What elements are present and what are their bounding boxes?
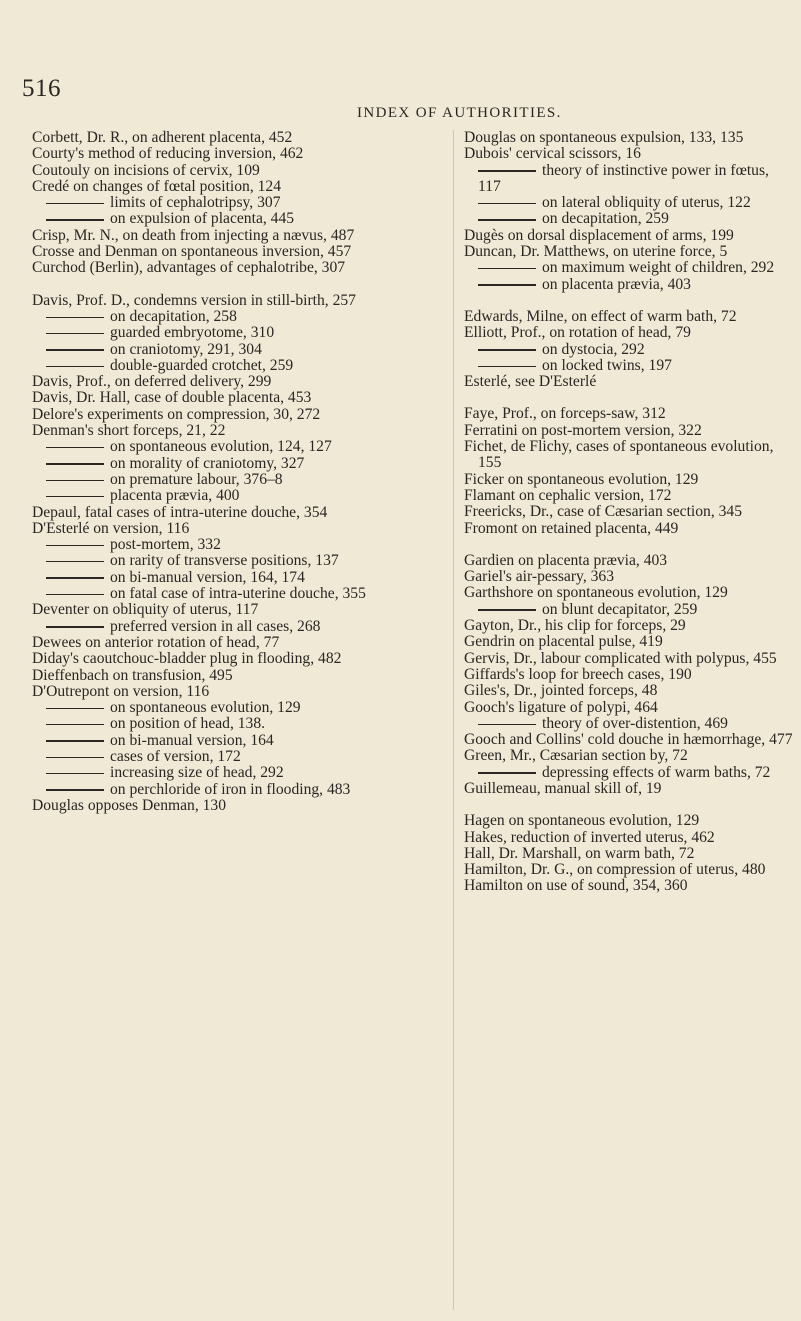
index-entry [464, 521, 794, 537]
entry-text: Courty's method of reducing inversion, 462 [32, 145, 304, 163]
entry-text: on decapitation, 259 [542, 210, 669, 228]
entry-text: Faye, Prof., on forceps-saw, 312 [464, 405, 666, 423]
index-entry [464, 439, 794, 472]
index-subentry [32, 342, 432, 358]
entry-text: Corbett, Dr. R., on adherent placenta, 452 [32, 129, 293, 146]
index-entry [464, 553, 794, 569]
index-subentry [464, 277, 794, 293]
entry-text: Curchod (Berlin), advantages of cephalotribe, 307 [32, 259, 346, 277]
index-subentry [464, 342, 794, 358]
entry-text: Davis, Prof., on deferred delivery, 299 [32, 373, 272, 391]
ditto-rule [478, 724, 536, 725]
index-entry [464, 813, 794, 829]
entry-text: on expulsion of placenta, 445 [110, 210, 295, 228]
ditto-rule [46, 219, 104, 220]
index-subentry [32, 211, 432, 227]
entry-text: Crisp, Mr. N., on death from injecting a nævus, 487 [32, 226, 355, 244]
ditto-rule [46, 496, 104, 497]
index-subentry [32, 358, 432, 374]
entry-text: Gervis, Dr., labour complicated with polypus, 455 [464, 649, 777, 667]
index-subentry [32, 325, 432, 341]
ditto-rule [46, 463, 104, 464]
entry-text: Credé on changes of fœtal position, 124 [32, 177, 282, 195]
index-entry [464, 830, 794, 846]
entry-text: Gendrin on placental pulse, 419 [464, 633, 663, 651]
index-entry [464, 406, 794, 422]
entry-text: Elliott, Prof., on rotation of head, 79 [464, 324, 691, 342]
letter-group-spacer [32, 277, 432, 293]
index-entry [464, 618, 794, 634]
entry-text: Gooch and Collins' cold douche in hæmorrhage, 477 [464, 731, 793, 749]
ditto-rule [46, 366, 104, 367]
index-entry [464, 244, 794, 260]
index-subentry [32, 716, 432, 732]
entry-text: Ferratini on post-mortem version, 322 [464, 421, 702, 439]
entry-text: Gariel's air-pessary, 363 [464, 568, 615, 586]
entry-text: Coutouly on incisions of cervix, 109 [32, 161, 260, 179]
page-number: 516 [22, 75, 61, 102]
entry-text: Garthshore on spontaneous evolution, 129 [464, 584, 728, 602]
index-entry [464, 228, 794, 244]
column-divider [453, 130, 454, 1310]
entry-text: on craniotomy, 291, 304 [110, 340, 262, 358]
index-entry [32, 798, 432, 814]
index-entry [464, 309, 794, 325]
index-entry [464, 423, 794, 439]
entry-text: Dugès on dorsal displacement of arms, 199 [464, 226, 734, 244]
index-entry [464, 374, 794, 390]
index-entry [32, 179, 432, 195]
index-subentry [464, 602, 794, 618]
entry-text: Depaul, fatal cases of intra-uterine douche, 354 [32, 503, 328, 521]
index-subentry [32, 619, 432, 635]
index-entry [32, 374, 432, 390]
ditto-rule [46, 626, 104, 627]
index-subentry [32, 488, 432, 504]
running-head: INDEX OF AUTHORITIES. [357, 105, 562, 121]
index-entry [464, 504, 794, 520]
letter-group-spacer [464, 797, 794, 813]
entry-text: Davis, Dr. Hall, case of double placenta, 453 [32, 389, 312, 407]
ditto-rule [46, 757, 104, 758]
entry-text: Deventer on obliquity of uterus, 117 [32, 601, 259, 619]
index-subentry [464, 195, 794, 211]
entry-text: depressing effects of warm baths, 72 [542, 763, 771, 781]
ditto-rule [478, 170, 536, 171]
entry-text: Flamant on cephalic version, 172 [464, 486, 672, 504]
index-entry [32, 293, 432, 309]
index-entry [32, 423, 432, 439]
index-entry [464, 472, 794, 488]
entry-text: Ficker on spontaneous evolution, 129 [464, 470, 699, 488]
entry-text: Fichet, de Flichy, cases of spontaneous evolution, 155 [464, 438, 774, 472]
ditto-rule [46, 740, 104, 741]
ditto-rule [46, 577, 104, 578]
entry-text: on dystocia, 292 [542, 340, 645, 358]
index-entry [32, 521, 432, 537]
index-subentry [32, 782, 432, 798]
index-subentry [32, 586, 432, 602]
entry-text: D'Outrepont on version, 116 [32, 682, 210, 700]
entry-text: on fatal case of intra-uterine douche, 355 [110, 585, 366, 603]
index-entry [464, 732, 794, 748]
entry-text: Hamilton on use of sound, 354, 360 [464, 877, 688, 895]
index-subentry [32, 749, 432, 765]
index-subentry [464, 163, 794, 196]
ditto-rule [46, 480, 104, 481]
index-column-right [464, 130, 794, 895]
index-entry [464, 488, 794, 504]
index-entry [464, 862, 794, 878]
entry-text: Esterlé, see D'Esterlé [464, 373, 597, 391]
entry-text: Gayton, Dr., his clip for forceps, 29 [464, 617, 686, 635]
entry-text: Gooch's ligature of polypi, 464 [464, 698, 658, 716]
entry-text: Dewees on anterior rotation of head, 77 [32, 633, 280, 651]
index-entry [464, 569, 794, 585]
entry-text: Dieffenbach on transfusion, 495 [32, 666, 233, 684]
entry-text: Hamilton, Dr. G., on compression of uterus, 480 [464, 861, 766, 879]
ditto-rule [46, 561, 104, 562]
entry-text: theory of instinctive power in fœtus, 117 [478, 161, 769, 195]
entry-text: Giles's, Dr., jointed forceps, 48 [464, 682, 658, 700]
index-subentry [32, 309, 432, 325]
index-subentry [464, 211, 794, 227]
entry-text: on spontaneous evolution, 129 [110, 699, 301, 717]
index-subentry [32, 700, 432, 716]
index-entry [464, 130, 794, 146]
entry-text: on decapitation, 258 [110, 307, 237, 325]
entry-text: on premature labour, 376–8 [110, 470, 283, 488]
index-subentry [32, 570, 432, 586]
index-entry [464, 781, 794, 797]
entry-text: Crosse and Denman on spontaneous inversion, 457 [32, 243, 352, 261]
index-subentry [464, 716, 794, 732]
ditto-rule [46, 708, 104, 709]
entry-text: Edwards, Milne, on effect of warm bath, 72 [464, 307, 737, 325]
ditto-rule [478, 219, 536, 220]
index-subentry [32, 439, 432, 455]
entry-text: limits of cephalotripsy, 307 [110, 194, 281, 212]
index-subentry [32, 537, 432, 553]
letter-group-spacer [464, 390, 794, 406]
index-entry [32, 407, 432, 423]
ditto-rule [478, 268, 536, 269]
entry-text: cases of version, 172 [110, 747, 241, 765]
entry-text: on bi-manual version, 164, 174 [110, 568, 305, 586]
entry-text: on placenta prævia, 403 [542, 275, 691, 293]
index-entry [32, 146, 432, 162]
ditto-rule [46, 545, 104, 546]
entry-text: on perchloride of iron in flooding, 483 [110, 780, 351, 798]
index-entry [464, 683, 794, 699]
index-subentry [32, 553, 432, 569]
index-entry [464, 634, 794, 650]
entry-text: on blunt decapitator, 259 [542, 600, 698, 618]
index-column-left [32, 130, 432, 814]
index-entry [464, 585, 794, 601]
entry-text: Freericks, Dr., case of Cæsarian section, 345 [464, 503, 743, 521]
ditto-rule [478, 609, 536, 610]
index-entry [32, 228, 432, 244]
entry-text: Gardien on placenta prævia, 403 [464, 551, 668, 569]
entry-text: placenta prævia, 400 [110, 487, 240, 505]
index-entry [32, 505, 432, 521]
entry-text: Delore's experiments on compression, 30, 272 [32, 405, 321, 423]
index-subentry [32, 733, 432, 749]
ditto-rule [46, 789, 104, 790]
ditto-rule [46, 333, 104, 334]
index-subentry [32, 456, 432, 472]
index-entry [32, 651, 432, 667]
index-entry [464, 748, 794, 764]
entry-text: Dubois' cervical scissors, 16 [464, 145, 641, 163]
letter-group-spacer [464, 537, 794, 553]
ditto-rule [46, 447, 104, 448]
letter-group-spacer [464, 293, 794, 309]
index-entry [32, 130, 432, 146]
ditto-rule [46, 724, 104, 725]
entry-text: increasing size of head, 292 [110, 764, 284, 782]
entry-text: on position of head, 138. [110, 715, 266, 733]
entry-text: Denman's short forceps, 21, 22 [32, 422, 226, 440]
entry-text: Douglas opposes Denman, 130 [32, 796, 227, 814]
index-entry [32, 163, 432, 179]
index-entry [32, 635, 432, 651]
index-entry [32, 244, 432, 260]
ditto-rule [46, 349, 104, 350]
entry-text: Green, Mr., Cæsarian section by, 72 [464, 747, 688, 765]
ditto-rule [478, 366, 536, 367]
entry-text: Duncan, Dr. Matthews, on uterine force, 5 [464, 243, 728, 261]
entry-text: Douglas on spontaneous expulsion, 133, 135 [464, 129, 744, 146]
index-subentry [32, 472, 432, 488]
index-entry [464, 146, 794, 162]
entry-text: on locked twins, 197 [542, 356, 672, 374]
entry-text: post-mortem, 332 [110, 536, 221, 554]
entry-text: Fromont on retained placenta, 449 [464, 519, 679, 537]
index-entry [464, 700, 794, 716]
entry-text: on rarity of transverse positions, 137 [110, 552, 339, 570]
ditto-rule [46, 773, 104, 774]
index-entry [464, 667, 794, 683]
index-entry [464, 846, 794, 862]
index-entry [464, 878, 794, 894]
entry-text: Davis, Prof. D., condemns version in still-birth, 257 [32, 291, 356, 309]
index-entry [32, 602, 432, 618]
index-subentry [464, 765, 794, 781]
entry-text: on lateral obliquity of uterus, 122 [542, 194, 751, 212]
index-entry [32, 260, 432, 276]
entry-text: guarded embryotome, 310 [110, 324, 275, 342]
entry-text: D'Esterlé on version, 116 [32, 519, 190, 537]
entry-text: Hall, Dr. Marshall, on warm bath, 72 [464, 844, 695, 862]
entry-text: Hakes, reduction of inverted uterus, 462 [464, 828, 715, 846]
entry-text: Giffards's loop for breech cases, 190 [464, 665, 692, 683]
ditto-rule [478, 203, 536, 204]
entry-text: on bi-manual version, 164 [110, 731, 274, 749]
entry-text: on spontaneous evolution, 124, 127 [110, 438, 332, 456]
ditto-rule [478, 349, 536, 350]
index-entry [464, 325, 794, 341]
entry-text: on morality of craniotomy, 327 [110, 454, 305, 472]
index-entry [32, 390, 432, 406]
ditto-rule [478, 772, 536, 773]
ditto-rule [46, 317, 104, 318]
entry-text: Hagen on spontaneous evolution, 129 [464, 812, 700, 830]
entry-text: double-guarded crotchet, 259 [110, 356, 294, 374]
index-entry [32, 684, 432, 700]
entry-text: preferred version in all cases, 268 [110, 617, 321, 635]
ditto-rule [46, 203, 104, 204]
entry-text: on maximum weight of children, 292 [542, 259, 775, 277]
entry-text: Guillemeau, manual skill of, 19 [464, 779, 662, 797]
ditto-rule [46, 594, 104, 595]
index-subentry [32, 195, 432, 211]
entry-text: theory of over-distention, 469 [542, 714, 728, 732]
index-subentry [464, 260, 794, 276]
index-entry [32, 668, 432, 684]
index-entry [464, 651, 794, 667]
index-subentry [464, 358, 794, 374]
entry-text: Diday's caoutchouc-bladder plug in flooding, 482 [32, 650, 342, 668]
index-subentry [32, 765, 432, 781]
ditto-rule [478, 284, 536, 285]
